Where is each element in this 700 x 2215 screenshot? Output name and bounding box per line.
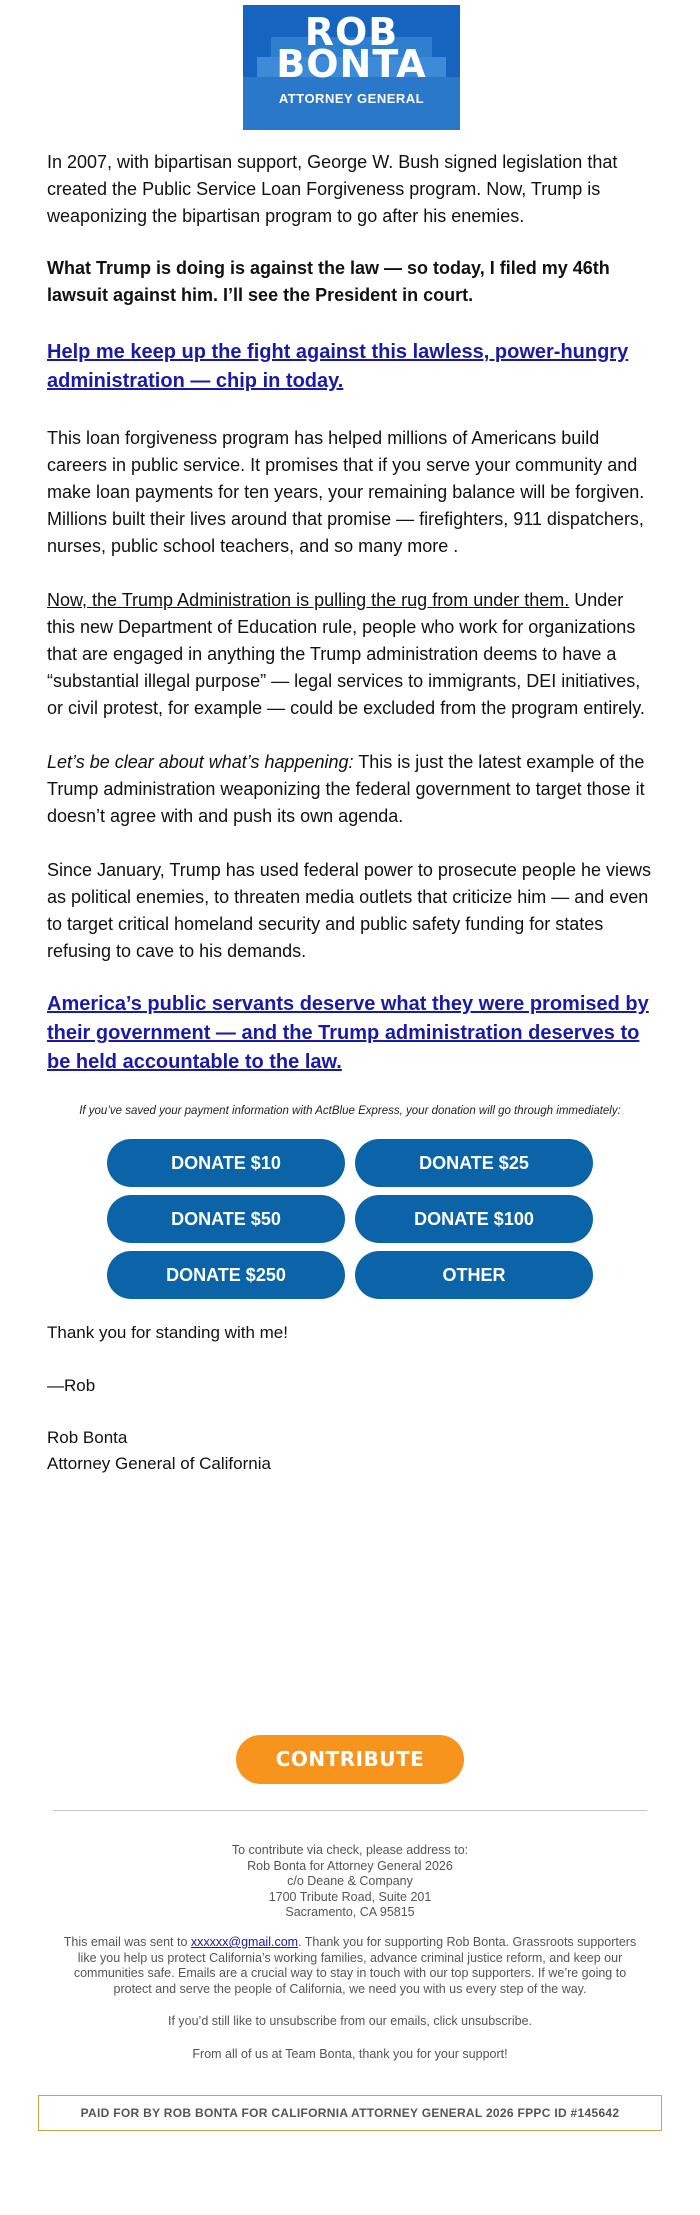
- accountable-link[interactable]: America’s public servants deserve what they were promised by their government — and the Trump administration deserves to be held accountable to the law.: [47, 993, 649, 1073]
- sent-text: . Thank you for supporting Rob Bonta. Grassroots supporters like you help us protect California’s working families, advance criminal justice reform, and keep our communities safe. Emails are a crucial way to stay in touch with our top supporters. If we’re going to protect and serve the people of California, we need you with us every step of the way.: [73, 1935, 637, 1996]
- paragraph-lawsuit: What Trump is doing is against the law — so today, I filed my 46th lawsuit against him. I’ll see the President in court.: [47, 258, 610, 305]
- donate-50-button[interactable]: DONATE $50: [107, 1195, 345, 1243]
- unsubscribe-text[interactable]: If you’d still like to unsubscribe from our emails, click unsubscribe.: [167, 2014, 533, 2028]
- footer-divider: [53, 1810, 647, 1811]
- signature-title: Attorney General of California: [47, 1454, 271, 1473]
- address-line: Sacramento, CA 95815: [285, 1905, 415, 1919]
- donate-25-button[interactable]: DONATE $25: [355, 1139, 593, 1187]
- logo-last-name: BONTA: [276, 42, 427, 86]
- logo-subtitle: ATTORNEY GENERAL: [278, 91, 425, 106]
- rule-text: Under this new Department of Education rule, people who work for organizations that are engaged in anything the Trump administration deems to have a “substantial illegal purpose” — legal services to immigrants, DEI initiatives, or civil protest, for example — could be excluded from the program entirely.: [47, 590, 645, 718]
- sent-to-notice: [55, 1935, 645, 1997]
- donate-10-button[interactable]: DONATE $10: [107, 1139, 345, 1187]
- paragraph-since-january: Since January, Trump has used federal power to prosecute people he views as political enemies, to threaten media outlets that criticize him — and even to target critical homeland security and public safety funding for states refusing to cave to his demands.: [47, 860, 652, 961]
- paragraph-rule: [47, 587, 653, 722]
- clear-text: This is just the latest example of the Trump administration weaponizing the federal government to target those it doesn’t agree with and push its own agenda.: [47, 752, 645, 826]
- recipient-email-link[interactable]: xxxxxx@gmail.com: [190, 1935, 299, 1949]
- paragraph-clear: [47, 749, 653, 830]
- signature-name: Rob Bonta: [47, 1428, 128, 1447]
- sent-prefix: This email was sent to: [63, 1935, 191, 1949]
- paragraph-intro: In 2007, with bipartisan support, George W. Bush signed legislation that created the Public Service Loan Forgiveness program. Now, Trump is weaponizing the bipartisan program to go after his enemies.: [47, 152, 618, 226]
- logo: [243, 5, 460, 130]
- chip-in-link[interactable]: Help me keep up the fight against this lawless, power-hungry administration — chip in today.: [47, 341, 629, 392]
- actblue-note: If you’ve saved your payment information with ActBlue Express, your donation will go through immediately:: [79, 1105, 621, 1117]
- clear-italic-text: Let’s be clear about what’s happening:: [47, 752, 354, 772]
- donate-100-button[interactable]: DONATE $100: [355, 1195, 593, 1243]
- signoff-text: —Rob: [47, 1376, 96, 1395]
- thanks-text: Thank you for standing with me!: [47, 1323, 288, 1342]
- paid-for-disclaimer: PAID FOR BY ROB BONTA FOR CALIFORNIA ATTORNEY GENERAL 2026 FPPC ID #145642: [38, 2095, 662, 2131]
- team-thanks: From all of us at Team Bonta, thank you for your support!: [192, 2047, 508, 2061]
- check-address: [55, 1843, 645, 1921]
- donate-250-button[interactable]: DONATE $250: [107, 1251, 345, 1299]
- logo-first-name: ROB: [304, 10, 399, 54]
- address-line: 1700 Tribute Road, Suite 201: [268, 1889, 432, 1904]
- paragraph-program: This loan forgiveness program has helped millions of Americans build careers in public service. It promises that if you serve your community and make loan payments for ten years, your remaining balance will be forgiven. Millions built their lives around that promise — firefighters, 911 dispatchers, nurses, public school teachers, and so many more .: [47, 428, 645, 556]
- donate-other-button[interactable]: OTHER: [355, 1251, 593, 1299]
- address-line: c/o Deane & Company: [287, 1874, 413, 1888]
- contribute-button[interactable]: CONTRIBUTE: [236, 1735, 464, 1784]
- address-line: Rob Bonta for Attorney General 2026: [247, 1858, 453, 1873]
- rule-underlined-text: Now, the Trump Administration is pulling the rug from under them.: [47, 590, 570, 610]
- check-intro: To contribute via check, please address to:: [231, 1843, 469, 1857]
